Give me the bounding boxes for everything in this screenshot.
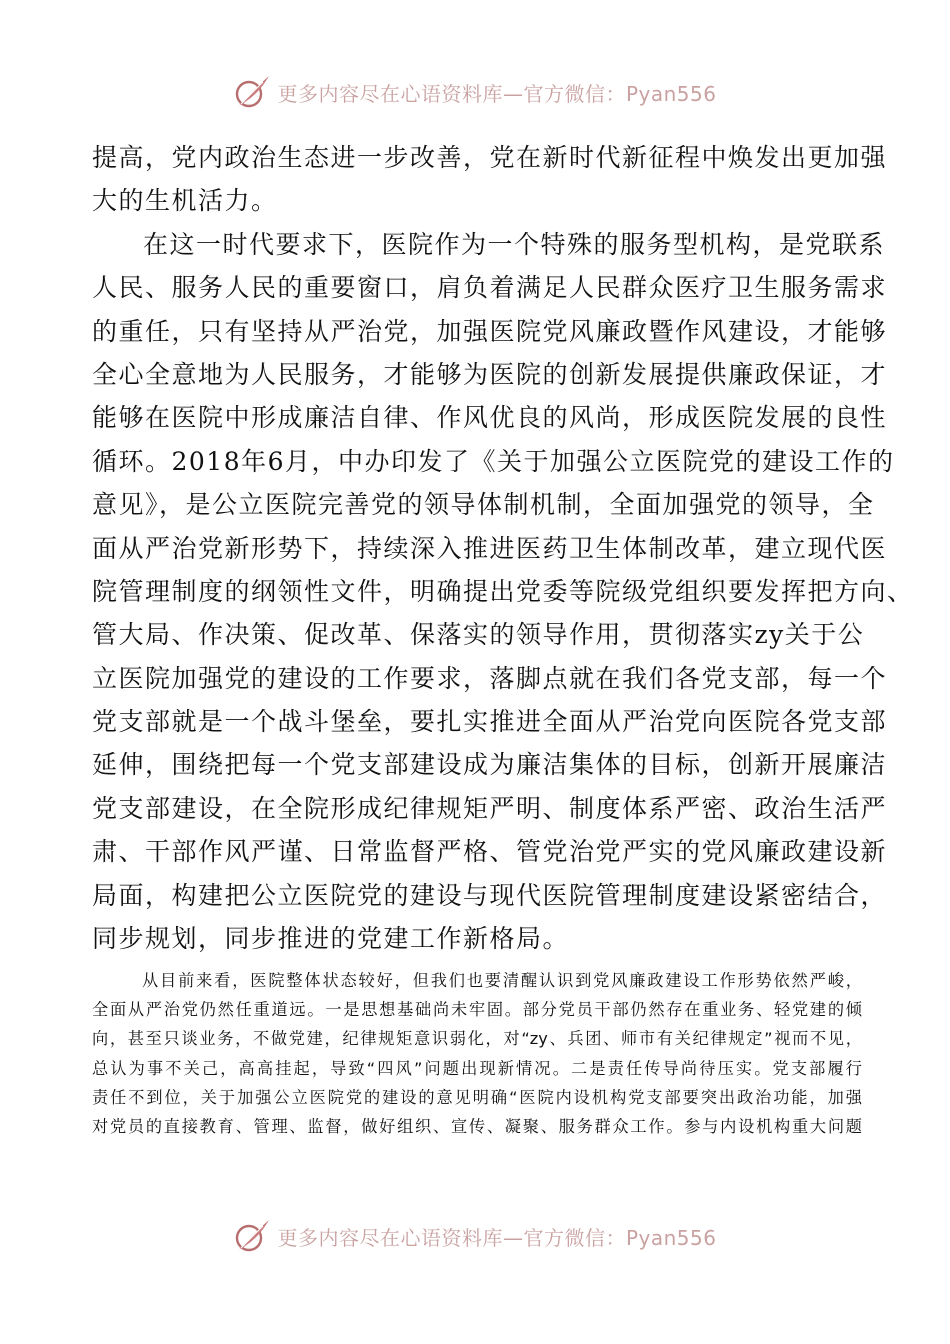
p2-line: 管大局、作决策、促改革、保落实的领导作用，贯彻落实zy关于公 xyxy=(92,620,865,650)
quill-pen-logo-icon xyxy=(233,72,273,112)
p2-line: 立医院加强党的建设的工作要求，落脚点就在我们各党支部，每一个 xyxy=(92,663,888,693)
header-watermark-banner xyxy=(0,68,950,116)
p2-line: 同步规划，同步推进的党建工作新格局。 xyxy=(92,924,570,954)
p2-line: 肃、干部作风严谨、日常监督严格、管党治党严实的党风廉政建设新 xyxy=(92,837,888,867)
p2-line: 院管理制度的纲领性文件，明确提出党委等院级党组织要发挥把方向、 xyxy=(92,576,914,606)
p2-line: 局面，构建把公立医院党的建设与现代医院管理制度建设紧密结合， xyxy=(92,880,888,910)
p2-line: 的重任，只有坚持从严治党，加强医院党风廉政暨作风建设，才能够 xyxy=(92,316,888,346)
p1-line: 提高，党内政治生态进一步改善，党在新时代新征程中焕发出更加强 xyxy=(92,143,888,172)
p2-line: 党支部就是一个战斗堡垒，要扎实推进全面从严治党向医院各党支部 xyxy=(92,707,888,737)
p3-line: 向，甚至只谈业务，不做党建，纪律规矩意识弱化，对“zy、兵团、师市有关纪律规定”视而不见， xyxy=(92,1029,862,1049)
quill-pen-logo-icon xyxy=(233,1216,273,1256)
p2-line: 人民、服务人民的重要窗口，肩负着满足人民群众医疗卫生服务需求 xyxy=(92,273,888,303)
header-banner-text: 更多内容尽在心语资料库—官方微信：Pyan556 xyxy=(277,81,717,106)
p2-line: 能够在医院中形成廉洁自律、作风优良的风尚，形成医院发展的良性 xyxy=(92,403,888,433)
document-body-small xyxy=(92,966,862,1141)
footer-watermark-banner xyxy=(0,1212,950,1260)
p2-line: 意见》，是公立医院完善党的领导体制机制，全面加强党的领导，全 xyxy=(92,490,875,520)
footer-banner-text: 更多内容尽在心语资料库—官方微信：Pyan556 xyxy=(277,1225,717,1250)
document-body xyxy=(92,136,914,960)
p2-line: 全心全意地为人民服务，才能够为医院的创新发展提供廉政保证，才 xyxy=(92,359,888,389)
p3-line: 从目前来看，医院整体状态较好，但我们也要清醒认识到党风廉政建设工作形势依然严峻， xyxy=(142,971,862,990)
p2-line: 循环。2018年6月，中办印发了《关于加强公立医院党的建设工作的 xyxy=(92,446,895,476)
p3-line: 对党员的直接教育、管理、监督，做好组织、宣传、凝聚、服务群众工作。参与内设机构重大问题 xyxy=(92,1116,862,1136)
p2-line: 面从严治党新形势下，持续深入推进医药卫生体制改革，建立现代医 xyxy=(92,533,888,563)
p2-line: 党支部建设，在全院形成纪律规矩严明、制度体系严密、政治生活严 xyxy=(92,793,888,823)
p1-line: 大的生机活力。 xyxy=(92,186,278,216)
p3-line: 总认为事不关己，高高挂起，导致“四风”问题出现新情况。二是责任传导尚待压实。党支部履行 xyxy=(92,1058,862,1078)
p2-line: 在这一时代要求下，医院作为一个特殊的服务型机构，是党联系 xyxy=(143,229,886,259)
p3-line: 责任不到位，关于加强公立医院党的建设的意见明确“医院内设机构党支部要突出政治功能，加强 xyxy=(92,1087,862,1107)
p2-line: 延伸，围绕把每一个党支部建设成为廉洁集体的目标，创新开展廉洁 xyxy=(92,750,888,780)
p3-line: 全面从严治党仍然任重道远。一是思想基础尚未牢固。部分党员干部仍然存在重业务、轻党建的倾 xyxy=(92,1000,862,1020)
